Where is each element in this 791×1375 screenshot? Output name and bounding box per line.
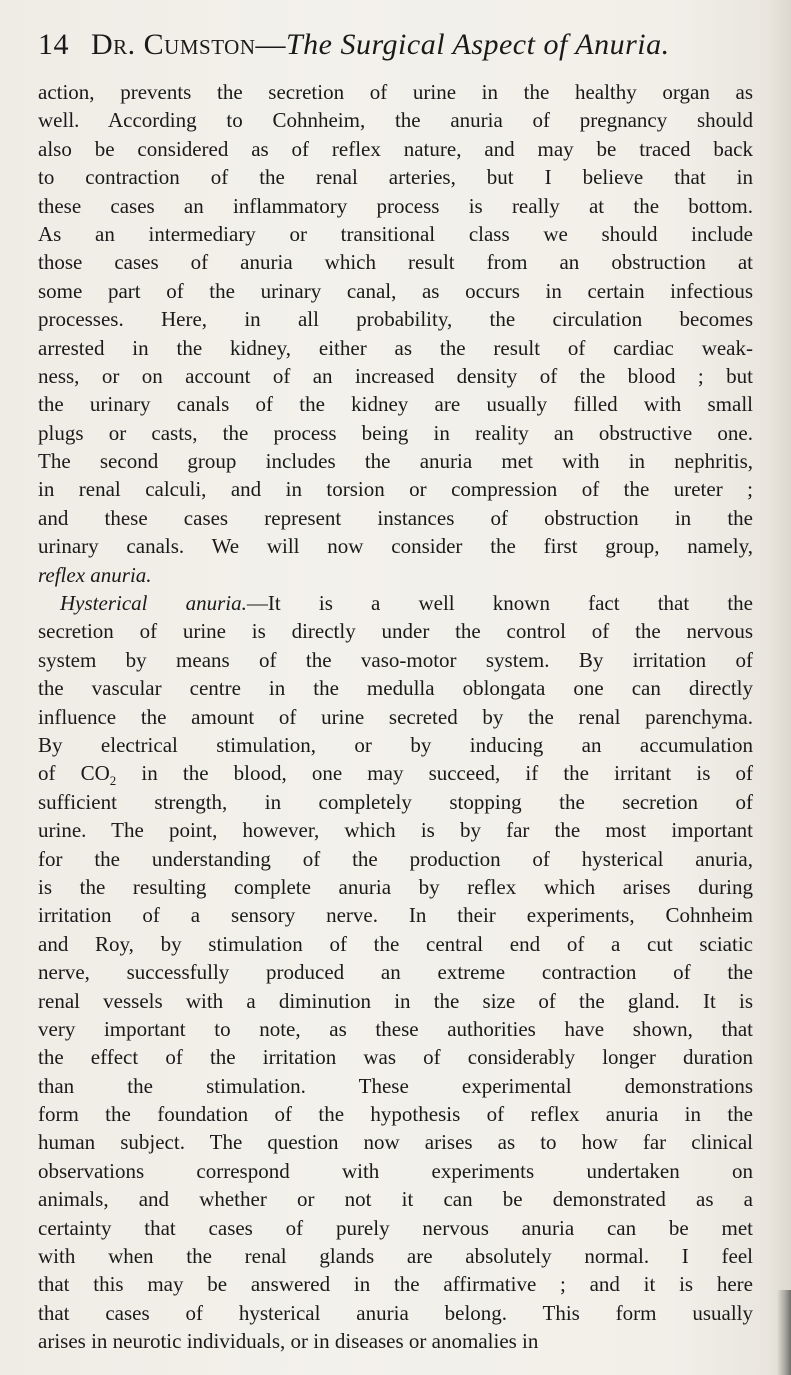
text-line: irritation of a sensory nerve. In their experiments, Cohnheim [38, 903, 753, 928]
co2-suffix: in the blood, one may succeed, if the irritant is of [116, 761, 753, 786]
text-line: the vascular centre in the medulla oblongata one can directly [38, 676, 753, 701]
text-line: human subject. The question now arises as to how far clinical [38, 1130, 753, 1155]
text-line: observations correspond with experiments undertaken on [38, 1158, 753, 1183]
text-line: system by means of the vaso-motor system. By irritation of [38, 647, 753, 672]
page-edge-shadow [777, 1290, 791, 1375]
text-line: the urinary canals of the kidney are usually filled with small [38, 392, 753, 417]
text-line: the effect of the irritation was of considerably longer duration [38, 1045, 753, 1070]
text-line: very important to note, as these authorities have shown, that [38, 1016, 753, 1041]
text-line: animals, and whether or not it can be demonstrated as a [38, 1187, 753, 1212]
section-heading-hysterical-anuria: Hysterical anuria. [60, 591, 247, 616]
text-line: processes. Here, in all probability, the circulation becomes [38, 307, 753, 332]
text-line: also be considered as of reflex nature, and may be traced back [38, 136, 753, 161]
body-text [38, 78, 753, 1356]
text-line: action, prevents the secretion of urine in the healthy organ as [38, 80, 753, 104]
text-line: urine. The point, however, which is by far the most important [38, 818, 753, 843]
text-line: As an intermediary or transitional class we should include [38, 221, 753, 246]
text-line: and these cases represent instances of obstruction in the [38, 505, 753, 530]
section-lead-line [38, 589, 753, 617]
text-line: renal vessels with a diminution in the size of the gland. It is [38, 988, 753, 1013]
text-line: in renal calculi, and in torsion or compression of the ureter ; [38, 477, 753, 502]
text-line: ness, or on account of an increased density of the blood ; but [38, 363, 753, 388]
text-line [38, 561, 753, 589]
running-head-separator: — [255, 28, 286, 61]
text-line: arises in neurotic individuals, or in diseases or anomalies in [38, 1329, 539, 1354]
text-line: well. According to Cohnheim, the anuria of pregnancy should [38, 108, 753, 133]
text-line: By electrical stimulation, or by inducing an accumulation [38, 732, 753, 757]
co2-line [38, 759, 753, 787]
text-line: plugs or casts, the process being in reality an obstructive one. [38, 420, 753, 445]
text-line: arrested in the kidney, either as the result of cardiac weak- [38, 335, 753, 360]
text-line: nerve, successfully produced an extreme contraction of the [38, 960, 753, 985]
text-line: for the understanding of the production of hysterical anuria, [38, 846, 753, 871]
text-line: form the foundation of the hypothesis of reflex anuria in the [38, 1102, 753, 1127]
text-line: those cases of anuria which result from an obstruction at [38, 250, 753, 275]
text-line: sufficient strength, in completely stopping the secretion of [38, 789, 753, 814]
text-line: is the resulting complete anuria by reflex which arises during [38, 874, 753, 899]
text-line: than the stimulation. These experimental demonstrations [38, 1073, 753, 1098]
text-line: to contraction of the renal arteries, but I believe that in [38, 165, 753, 190]
co2-prefix: of CO [38, 761, 110, 786]
page-number: 14 [38, 28, 69, 61]
text-line: that this may be answered in the affirmative ; and it is here [38, 1272, 753, 1297]
running-head-author: Dr. Cumston [91, 28, 256, 61]
reflex-anuria-italic: reflex anuria. [38, 562, 152, 587]
text-line: urinary canals. We will now consider the first group, namely, [38, 534, 753, 559]
text-line: The second group includes the anuria met with in nephritis, [38, 449, 753, 474]
text-line: secretion of urine is directly under the control of the nervous [38, 619, 753, 644]
text-line: some part of the urinary canal, as occurs in certain infectious [38, 278, 753, 303]
text-line: with when the renal glands are absolutely normal. I feel [38, 1244, 753, 1269]
text-line: these cases an inflammatory process is really at the bottom. [38, 193, 753, 218]
co2-subscript: 2 [109, 773, 117, 789]
running-head-title: The Surgical Aspect of Anuria. [285, 28, 670, 61]
section-lead-rest: —It is a well known fact that the [246, 591, 754, 616]
text-line: that cases of hysterical anuria belong. This form usually [38, 1300, 753, 1325]
text-line: and Roy, by stimulation of the central end of a cut sciatic [38, 931, 753, 956]
text-line: influence the amount of urine secreted by the renal parenchyma. [38, 704, 753, 729]
running-head [38, 20, 758, 70]
text-line: certainty that cases of purely nervous anuria can be met [38, 1215, 753, 1240]
